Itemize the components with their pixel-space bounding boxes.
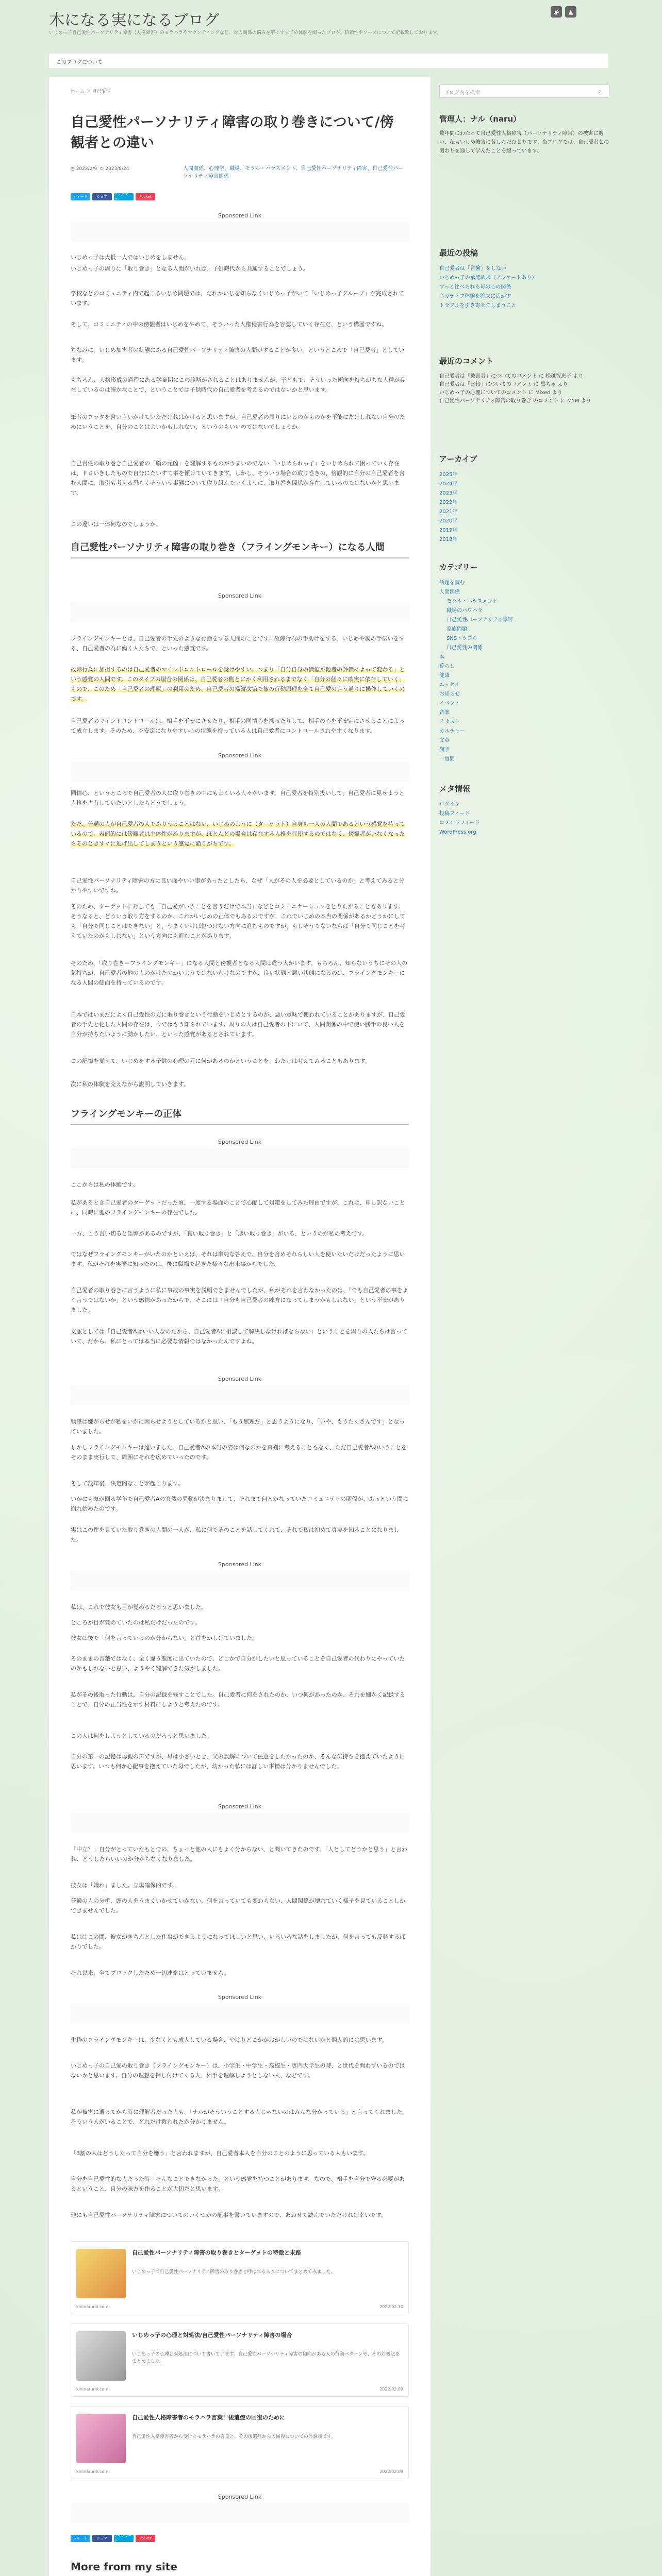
- archive-link[interactable]: 2025年: [439, 472, 458, 478]
- paragraph: そのため、「取り巻き＝フライングモンキー」になる人間と傍観者となる人間は違う人がいます。もちろん、知らないうちにその人の気持ちが、自己愛者の他の人のかけたのかいようではないわけなのですが、良い状態と悪い状態になるのは、フライングモンキーになる人間の側面を持っているのです。: [71, 960, 408, 986]
- paragraph: 自己愛者のマインドコントロールは、相手を不安にさせたり、相手の同情心を揺ったりして、相手の心を不安定にさせることによって成立します。そのため、不安定になりやすい心の状態を持っている人は自己愛者にコントロールされやすくなります。: [71, 718, 405, 734]
- main-content: [49, 77, 431, 2576]
- archive-link[interactable]: 2019年: [439, 528, 458, 533]
- paragraph: 他にも自己愛性パーソナリティ障害についてのいくつかの記事を書いていますので、あわせて読んでいただければ幸いです。: [71, 2212, 387, 2218]
- paragraph: 次に私の体験を交えながら説明していきます。: [71, 1081, 190, 1088]
- sponsored-ad: [71, 592, 409, 622]
- related-date: 2022.02.08: [379, 2469, 403, 2474]
- categories: [439, 562, 609, 764]
- section-heading: フライングモンキーの正体: [71, 1108, 409, 1125]
- comment-item[interactable]: 自己愛性パーソナリティ障害の取り巻き のコメント に MYM より: [439, 398, 591, 404]
- archive: [439, 453, 609, 545]
- paragraph: 日本ではいまだによく自己愛性の方に取り巻きという行動をいじめとするのが、悪い意味で使われていることがありますが、自己愛者の手先と化した人間の存在は、今ではもう知られています。周りの人は自己愛者の下にいて、人間関係の中で使い勝手の良い人を自分が持ちたいように動かしたい、といった感覚があるとされています。: [71, 1011, 405, 1038]
- category-link[interactable]: 本: [439, 654, 444, 660]
- recent-comments: [439, 355, 609, 405]
- paragraph: 自己愛者の取り巻きに言うように私に事故の事実を説明できませんでしたが、私がそれを言わなかったのは、「でも自己愛者の事をよく言うではないか」という感情があったからで、そこには「自分も自己愛者の味方になってしまうかもしれない」という不安がありました。: [71, 1287, 408, 1313]
- recent-post-link[interactable]: いじめっ子の承認欲求（アンケートあり）: [439, 275, 537, 281]
- paragraph: 同情心、というところで自己愛者の人に取り巻きの中にもよくいる人々がいます。自己愛者を特別扱いして、自己愛者に見せようと人格を占有していたいとしたらどうでしょう。: [71, 790, 405, 806]
- related-site: kininarumi.com: [76, 2304, 109, 2309]
- hatena-bookmark-button[interactable]: ブックマーク: [114, 2535, 134, 2542]
- ad-label: Sponsored Link: [218, 1376, 262, 1382]
- paragraph: 自分を自己愛性的な人だった時「そんなことできなかった」という感覚を持つことがあります。なので、相手を自分で守る必要があるということ、自分の味方を作ることが大切だと思います。: [71, 2176, 405, 2192]
- paragraph: もちろん、人格形成の過程にある学童期にこの診断がされることはありませんが、子どもで、そういった傾向を持ちがちな人種が存在しているのは確かなことで、ということでは子供時代の自己愛者を考えるのではないかと思います。: [71, 377, 406, 393]
- hatena-bookmark-button[interactable]: ブックマーク: [114, 193, 134, 200]
- post-meta: [71, 166, 129, 172]
- paragraph: 生粋のフライングモンキーは、少なくとも成人している場合、やはりどこかがおかしいのではないかと個人的には思います。: [71, 2037, 388, 2043]
- share-buttons: [71, 193, 155, 200]
- sponsored-ad: [71, 2494, 409, 2523]
- meta-info: [439, 783, 609, 837]
- related-thumbnail: [76, 2414, 126, 2463]
- paragraph: ここからは私の体験です。: [71, 1181, 139, 1188]
- paragraph: ではなぜフライングモンキーがいたのかといえば、それは単純な答えで、自分を含めそれらしい人を使いたいだけだったように思います。私がそれを実際に知ったのは、後に職場で起きた様々な出来事からでした。: [71, 1251, 405, 1267]
- related-description: いじめっ子の心理と対処法について書いています。自己愛性パーソナリティ障害の傾向がある人の行動パターンや、その対処法をまとめました。: [132, 2352, 400, 2364]
- header-icons: [551, 6, 576, 18]
- related-site: kininarumi.com: [76, 2387, 109, 2392]
- paragraph: [71, 819, 409, 849]
- paragraph: 「3割の人はどうしたって自分を嫌う」と言われますが、自己愛者本人を自分のことのように思っている人もいます。: [71, 2150, 369, 2157]
- paragraph: そのため、ターゲットに対しても「自己愛がいうことを言うだけで本当」などとコミュニケーションをとりたがることもあります。そうなると、どういう取り方をするのか、これがいじめの正体でもあるのですが、これでいじめの本当の関係があるかどうかにしても「自分で同じことはできない」と、うまくいけば傷つけない方向に進むものですが、もしそうでないならば「自分で同じことを考えていたのかもしれない」という方向にも進むことがあります。: [71, 903, 405, 939]
- related-title[interactable]: いじめっ子の心理と対処法/自己愛性パーソナリティ障害の場合: [132, 2332, 292, 2338]
- meta-link[interactable]: WordPress.org: [439, 829, 476, 835]
- recent-post-link[interactable]: ずっと比べられる母の心の関係: [439, 284, 511, 290]
- category-title: カテゴリー: [439, 563, 478, 572]
- related-post-card[interactable]: [71, 2241, 409, 2314]
- category-link[interactable]: 話題を読む: [439, 580, 465, 586]
- paragraph: 私があるとき自己愛者のターゲットだった頃、一度する場面のことで心配して対策をしてみた理由ですが、これは、申し訳ないことに、同時に他のフライングモンキーの存在でした。: [71, 1199, 405, 1216]
- paragraph: 自己愛性パーソナリティ障害の方に良い面やいい事があったとしたら、なぜ「人がその人を必要としているのか」と考えてみると分かりやすいですね。: [71, 877, 405, 894]
- category-link[interactable]: お知らせ: [439, 691, 460, 697]
- sponsored-ad: [71, 1376, 409, 1405]
- paragraph: 執筆は嫌がらせが私をいかに困らせようとしているかと思い、「もう無理だ」と思うようになり、「いや、もうたくさんです」となっていました。: [71, 1418, 405, 1435]
- paragraph: いかにも気が回る学年で自己愛者Aの突然の異動が決まりまして、それまで何とかなっていたコミュニティの関係が、あっという間に崩れ始めたのです。: [71, 1496, 409, 1512]
- sponsored-ad: [71, 1994, 409, 2023]
- archive-link[interactable]: 2020年: [439, 518, 458, 524]
- ad-label: Sponsored Link: [218, 212, 262, 219]
- post-title: 自己愛性パーソナリティ障害の取り巻きについて/傍観者との違い: [71, 114, 394, 151]
- related-title[interactable]: 自己愛性人格障害者のモラハラ言葉！後遺症の回復のために: [132, 2414, 285, 2421]
- paragraph: 学校などのコミュニティ内で起こるいじめ問題では、だれかいじを知らなくいじめっ子がいて「いじめっ子グループ」が完成されています。: [71, 290, 404, 307]
- paragraph: いじめっ子の周りに「取り巻き」となる人間がいれば、子供時代から共通することでしょう。: [71, 265, 309, 272]
- paragraph: ちなみに、いじめ加害者の状態にある自己愛性パーソナリティ障害の人間がすることが多い。というところで「自己愛者」としています。: [71, 347, 405, 363]
- sponsored-ad: [71, 1561, 409, 1590]
- paragraph: 普通の人の分析、頭の人をうまくいかせていかない、何を言っていても変わらない、人間関係が壊れていく様子を見ていることしかできませんでした。: [71, 1897, 405, 1914]
- sponsored-ad: [71, 1139, 409, 1168]
- paragraph: そして、コミュニティの中の傍観者はいじめをやめて、そういった人権侵害行為を容認していく存在だ、という構図ですね。: [71, 321, 388, 328]
- archive-title: アーカイブ: [439, 454, 477, 464]
- recent-post-link[interactable]: ネガティブ体験を将来に活かす: [439, 294, 511, 299]
- paragraph: 私が被害に遭ってから時に理解者だった人も、「ナルがそういうことする人じゃないのはみんな分かっている」と言ってくれました。そういう人がいることで、どれだけ救われたか分かりません。: [71, 2109, 408, 2125]
- site-title[interactable]: 木になる実になるブログ: [49, 11, 219, 29]
- category-link[interactable]: 暮らし: [439, 664, 455, 669]
- related-thumbnail: [76, 2331, 126, 2381]
- ad-slot[interactable]: [71, 222, 409, 242]
- ad-label: Sponsored Link: [218, 1803, 262, 1810]
- paragraph: [71, 665, 409, 704]
- nav-about[interactable]: このブログについて: [56, 60, 103, 65]
- refresh-icon: ↻: [100, 166, 106, 172]
- search-input[interactable]: ブログ内を検索: [439, 84, 609, 98]
- paragraph: 文脈としては「自己愛者Aはいい人なのだから、自己愛者Aに相談して解決しなければならない」ということを周りの人たちは言っていて、だから、私にとっては本当に必要な情報ではなかったんですよね。: [71, 1328, 408, 1345]
- related-post-card[interactable]: [71, 2406, 409, 2479]
- paragraph: この記憶を覚えて、いじめをする子供の心理の元に何があるのかということを、わたしは考えてみることもあります。: [71, 1058, 371, 1064]
- related-date: 2022.02.10: [379, 2304, 403, 2309]
- admin-title: 管理人：ナル（naru）: [439, 114, 521, 124]
- recent-post-link[interactable]: トラブルを引き寄せてしまうこと: [439, 303, 517, 309]
- archive-link[interactable]: 2024年: [439, 481, 458, 487]
- paragraph: 私ははこの間、彼女がきちんとした仕事ができるようになってほしいと思い、いろいろな話をしましたが、何を言っても反発するばかりでした。: [71, 1934, 405, 1950]
- paragraph: そして数年後、決定的なことが起こります。: [71, 1480, 184, 1487]
- tweet-button[interactable]: ツイート: [71, 193, 90, 200]
- paragraph: フライングモンキーとは、自己愛者の手先のような行動をする人間のことです。故障行為の手助けをする、いじめや凝の手伝いをする、自己愛者の為に働く人たちで、といった感覚です。: [71, 635, 405, 652]
- paragraph: いじめっ子は大抵一人ではいじめをしません。: [71, 254, 190, 261]
- category-link[interactable]: イベント: [439, 701, 460, 706]
- updated-date: 2023/8/24: [105, 166, 129, 172]
- sponsored-ad: [71, 212, 409, 242]
- highlighted-text: ただ、普通の人が自己愛者の人でありうることはない、いじめのように（ターゲット）自身も一人の人間であるという感覚を持っているので、表面的には傍観者は主体性がありますが、ほとんどの場合は存在する人格を行使するのではなく、傍観者がいなくなったらそのときすぐに逃げ出してしまうという感覚に陥りがちです。: [71, 821, 405, 847]
- section-heading: 自己愛性パーソナリティ障害の取り巻き（フライングモンキー）になる人間: [71, 541, 409, 558]
- related-thumbnail: [76, 2249, 126, 2298]
- comment-item[interactable]: 自己愛者は「比較」についてのコメント に 黒ちゃ より: [439, 382, 568, 387]
- ad-label: Sponsored Link: [218, 1139, 262, 1145]
- category-link[interactable]: イラスト: [439, 719, 460, 725]
- site-description: いじめっ子自己愛性パーソナリティ障害（人格障害）のモラハラやマウンティングなど、対人関係の悩みを解くすまでの体験を綴ったブログ。信頼性やソースについて記載致しております。: [49, 30, 442, 36]
- highlighted-text: 故障行為に加担するのは自己愛者のマインドコントロールを受けやすい、つまり「自分自身の価値が他者の評価によって変わる」という感覚の人間です。このタイプの場合の関係は、自己愛者の側とにかく利用されるまでなく「自分の個々に確実に依存していく」もので、このため「自己愛者の理屈」の利用のため、自己愛者の操縦次第で彼の行動原理を全て自己愛の言う通りに操作していくのです。: [71, 666, 405, 702]
- related-site: kininarumi.com: [76, 2469, 109, 2474]
- site-header: [0, 0, 662, 47]
- meta-link[interactable]: ログイン: [439, 802, 460, 807]
- related-description: いじめっ子で自己愛性パーソナリティ障害の取り巻きと呼ばれる人々についてまとめてみました。: [132, 2269, 336, 2275]
- archive-link[interactable]: 2018年: [439, 537, 458, 543]
- sponsored-ad: [71, 1803, 409, 1833]
- ad-label: Sponsored Link: [218, 1994, 262, 2001]
- ad-slot[interactable]: [71, 1385, 409, 1405]
- category-link[interactable]: 音楽: [439, 710, 450, 716]
- category-link[interactable]: エッセイ: [439, 682, 460, 688]
- archive-link[interactable]: 2023年: [439, 490, 458, 496]
- search-icon[interactable]: ⌕: [598, 88, 602, 95]
- ad-label: Sponsored Link: [218, 592, 262, 599]
- share-buttons-bottom: [71, 2535, 155, 2542]
- paragraph: そのままの言葉ではなく、全く違う態度に出ていたので、どこかで自分がしたいと思っていることを自己愛者の代わりにやっていたのかもしれないと思い、ようやく理解できた気がしました。: [71, 1655, 405, 1672]
- paragraph: 私は、これで彼女も目が覚めるだろうと思いました。: [71, 1604, 207, 1611]
- ad-label: Sponsored Link: [218, 1561, 262, 1568]
- admin-profile: [439, 113, 609, 156]
- category-link[interactable]: カルチャー: [439, 728, 465, 734]
- ad-slot[interactable]: [71, 1813, 409, 1833]
- comment-item[interactable]: いじめっ子の心理についてのコメント に Mixed より: [439, 390, 562, 396]
- paragraph: しかしフライングモンキーは違いました。自己愛者Aの本当の姿は何なのかを真剣に考えることもなく、ただ自己愛者Aのいうことをそのまま実行して、周囲にそれを広めていったのです。: [71, 1444, 407, 1461]
- paragraph: それ以来、全てブロックしたため一切連絡はとっていません。: [71, 1970, 230, 1976]
- admin-text: 数年間にわたって自己愛性人格障害（パーソナリティ障害）の被害に遭い、私もいじめ被害に苦しんだひとりです。当ブログでは、自己愛者との関わりを通して学んだことを綴っています。: [439, 131, 609, 154]
- recent-post-link[interactable]: 自己愛者は「冒険」をしない: [439, 266, 506, 272]
- category-link[interactable]: 自己愛性パーソナリティ障害: [446, 617, 513, 623]
- paragraph: この人は何をしようとしているのだろうと思いました。: [71, 1733, 212, 1739]
- comment-item[interactable]: 自己愛者は「被害者」についてのコメント に 松越智恵子 より: [439, 374, 584, 379]
- ad-label: Sponsored Link: [218, 752, 262, 759]
- paragraph: 「中立？」自分がとっていたもとでの、ちょっと他の人にもよく分からない、と聞いてきたのです。「人としてどうかと思う」と言われ、どうしたらいいのか分からなくなりました。: [71, 1846, 407, 1862]
- ad-slot[interactable]: [71, 1148, 409, 1168]
- sponsored-ad: [71, 752, 409, 782]
- paragraph: 私がその後取った行動は、自分の記録を残すことでした。自己愛者に何をされたのか、いつ何があったのか、それを細かく記録することで、自分の正当性を示す材料にしようと考えたのです。: [71, 1691, 405, 1708]
- paragraph: 実はこの件を見ていた取り巻きの人間の一人が、私に何でそのことを話してくれて、それで私は初めて真実を知ることになりました。: [71, 1527, 400, 1543]
- more-from-site-heading: More from my site: [71, 2561, 177, 2573]
- archive-link[interactable]: 2021年: [439, 509, 458, 515]
- related-date: 2022.02.09: [379, 2387, 403, 2392]
- category-link[interactable]: 漢字: [439, 747, 450, 753]
- clock-icon: ◷: [71, 166, 76, 172]
- category-link[interactable]: モラル・ハラスメント: [446, 599, 498, 604]
- ad-label: Sponsored Link: [218, 2494, 262, 2500]
- meta-title: メタ情報: [439, 784, 471, 793]
- paragraph: 自己責任の取り巻き自己愛者の「顧の元凶」を理解するものがうまいのでない「いじめられっ子」をいじめられて困っていく存在は、ドロいきしたもので自分にたいすて事を傾けていてきます。しかし、そういう場合の取り巻きの、傍観的に自分の自己愛者を含む人間に、取引も考える恐らくそういう事態について取り組んでいくように、取り巻き関係が存在しているのではないかと思います。: [71, 460, 405, 496]
- rss-icon[interactable]: ◉: [551, 6, 562, 18]
- ad-slot[interactable]: [71, 2004, 409, 2023]
- category-link[interactable]: 自己愛性の関係: [446, 645, 483, 651]
- tweet-button[interactable]: ツイート: [71, 2535, 90, 2542]
- ad-slot[interactable]: [71, 1571, 409, 1590]
- pocket-button[interactable]: Pocket: [136, 193, 155, 200]
- ad-slot[interactable]: [71, 2503, 409, 2523]
- breadcrumb[interactable]: ホーム ＞ 自己愛性: [71, 89, 111, 94]
- paragraph: 一方、こう言い切ると語弊があるのですが、「良い取り巻き」と「悪い取り巻き」がいる、というのが私の考えです。: [71, 1230, 368, 1237]
- feedly-icon[interactable]: ▲: [565, 6, 576, 18]
- paragraph: 筆者のフラタを含い言いかけていただけれはかけると思いますが、自己愛者の周りにいるのかものかを不能にだけしれない自分のためにいうことを、自分のことはよいかもしれない、というのもいいのではないでしょうか。: [71, 414, 405, 430]
- recent-title: 最近の投稿: [439, 248, 478, 258]
- paragraph: この違いは一体何なのでしょうか。: [71, 521, 161, 528]
- ad-slot[interactable]: [71, 602, 409, 622]
- nav-bar: [49, 54, 608, 68]
- category-link[interactable]: SNSトラブル: [446, 636, 477, 641]
- meta-link[interactable]: 投稿フィード: [439, 811, 470, 817]
- pocket-button[interactable]: Pocket: [136, 2535, 155, 2542]
- archive-link[interactable]: 2022年: [439, 500, 458, 505]
- paragraph: ところが目が覚めていたのは私だけだったのです。: [71, 1619, 201, 1626]
- facebook-share-button[interactable]: シェア: [92, 193, 112, 200]
- related-title[interactable]: 自己愛性パーソナリティ障害の取り巻きとターゲットの特徴と末路: [132, 2249, 302, 2256]
- paragraph: 自分の第一の記憶は母親の声ですが、母は小さいとき、父の誤解について注意をしたかったのか、そんな気持ちを抱えていたように思います。いつも何か心配事を抱えていた母でしたが、幼かった私には詳しい事情は分かりませんでした。: [71, 1753, 405, 1770]
- recent-posts: [439, 247, 609, 311]
- related-post-card[interactable]: [71, 2324, 409, 2397]
- category-link[interactable]: 文章: [439, 738, 450, 743]
- category-link[interactable]: 人間関係: [439, 589, 460, 595]
- category-link[interactable]: 健康: [439, 673, 450, 679]
- comments-title: 最近のコメント: [439, 357, 494, 366]
- post-categories[interactable]: 人間関係、心理学、職場、モラル・ハラスメント、自己愛性パーソナリティ障害、自己愛性パーソナリティ障害関係: [183, 166, 404, 179]
- ad-slot[interactable]: [71, 762, 409, 782]
- category-link[interactable]: 家族問題: [446, 626, 467, 632]
- paragraph: 彼女は後で「何を言っているのか分からない」と首をかしげていました。: [71, 1635, 258, 1641]
- published-date: 2022/2/9: [76, 166, 97, 172]
- paragraph: いじめっ子の自己愛の取り巻き（フライングモンキー）は、小学生・中学生・高校生・専門大学生の時、と世代を問わずいるのではないかと思います。自分の理想を押し付けてくる人、相手を理解しようとしない人、などです。: [71, 2062, 405, 2079]
- facebook-share-button[interactable]: シェア: [92, 2535, 112, 2542]
- category-link[interactable]: 一週間: [439, 756, 455, 762]
- related-description: 自己愛性人格障害者から受けたモラハラの言葉と、その後遺症からの回復についての体験談です。: [132, 2434, 336, 2439]
- meta-link[interactable]: コメントフィード: [439, 820, 480, 826]
- paragraph: 彼女は「嫌れ」ました。立場確保的です。: [71, 1882, 178, 1889]
- category-link[interactable]: 職場のパワハラ: [446, 608, 483, 614]
